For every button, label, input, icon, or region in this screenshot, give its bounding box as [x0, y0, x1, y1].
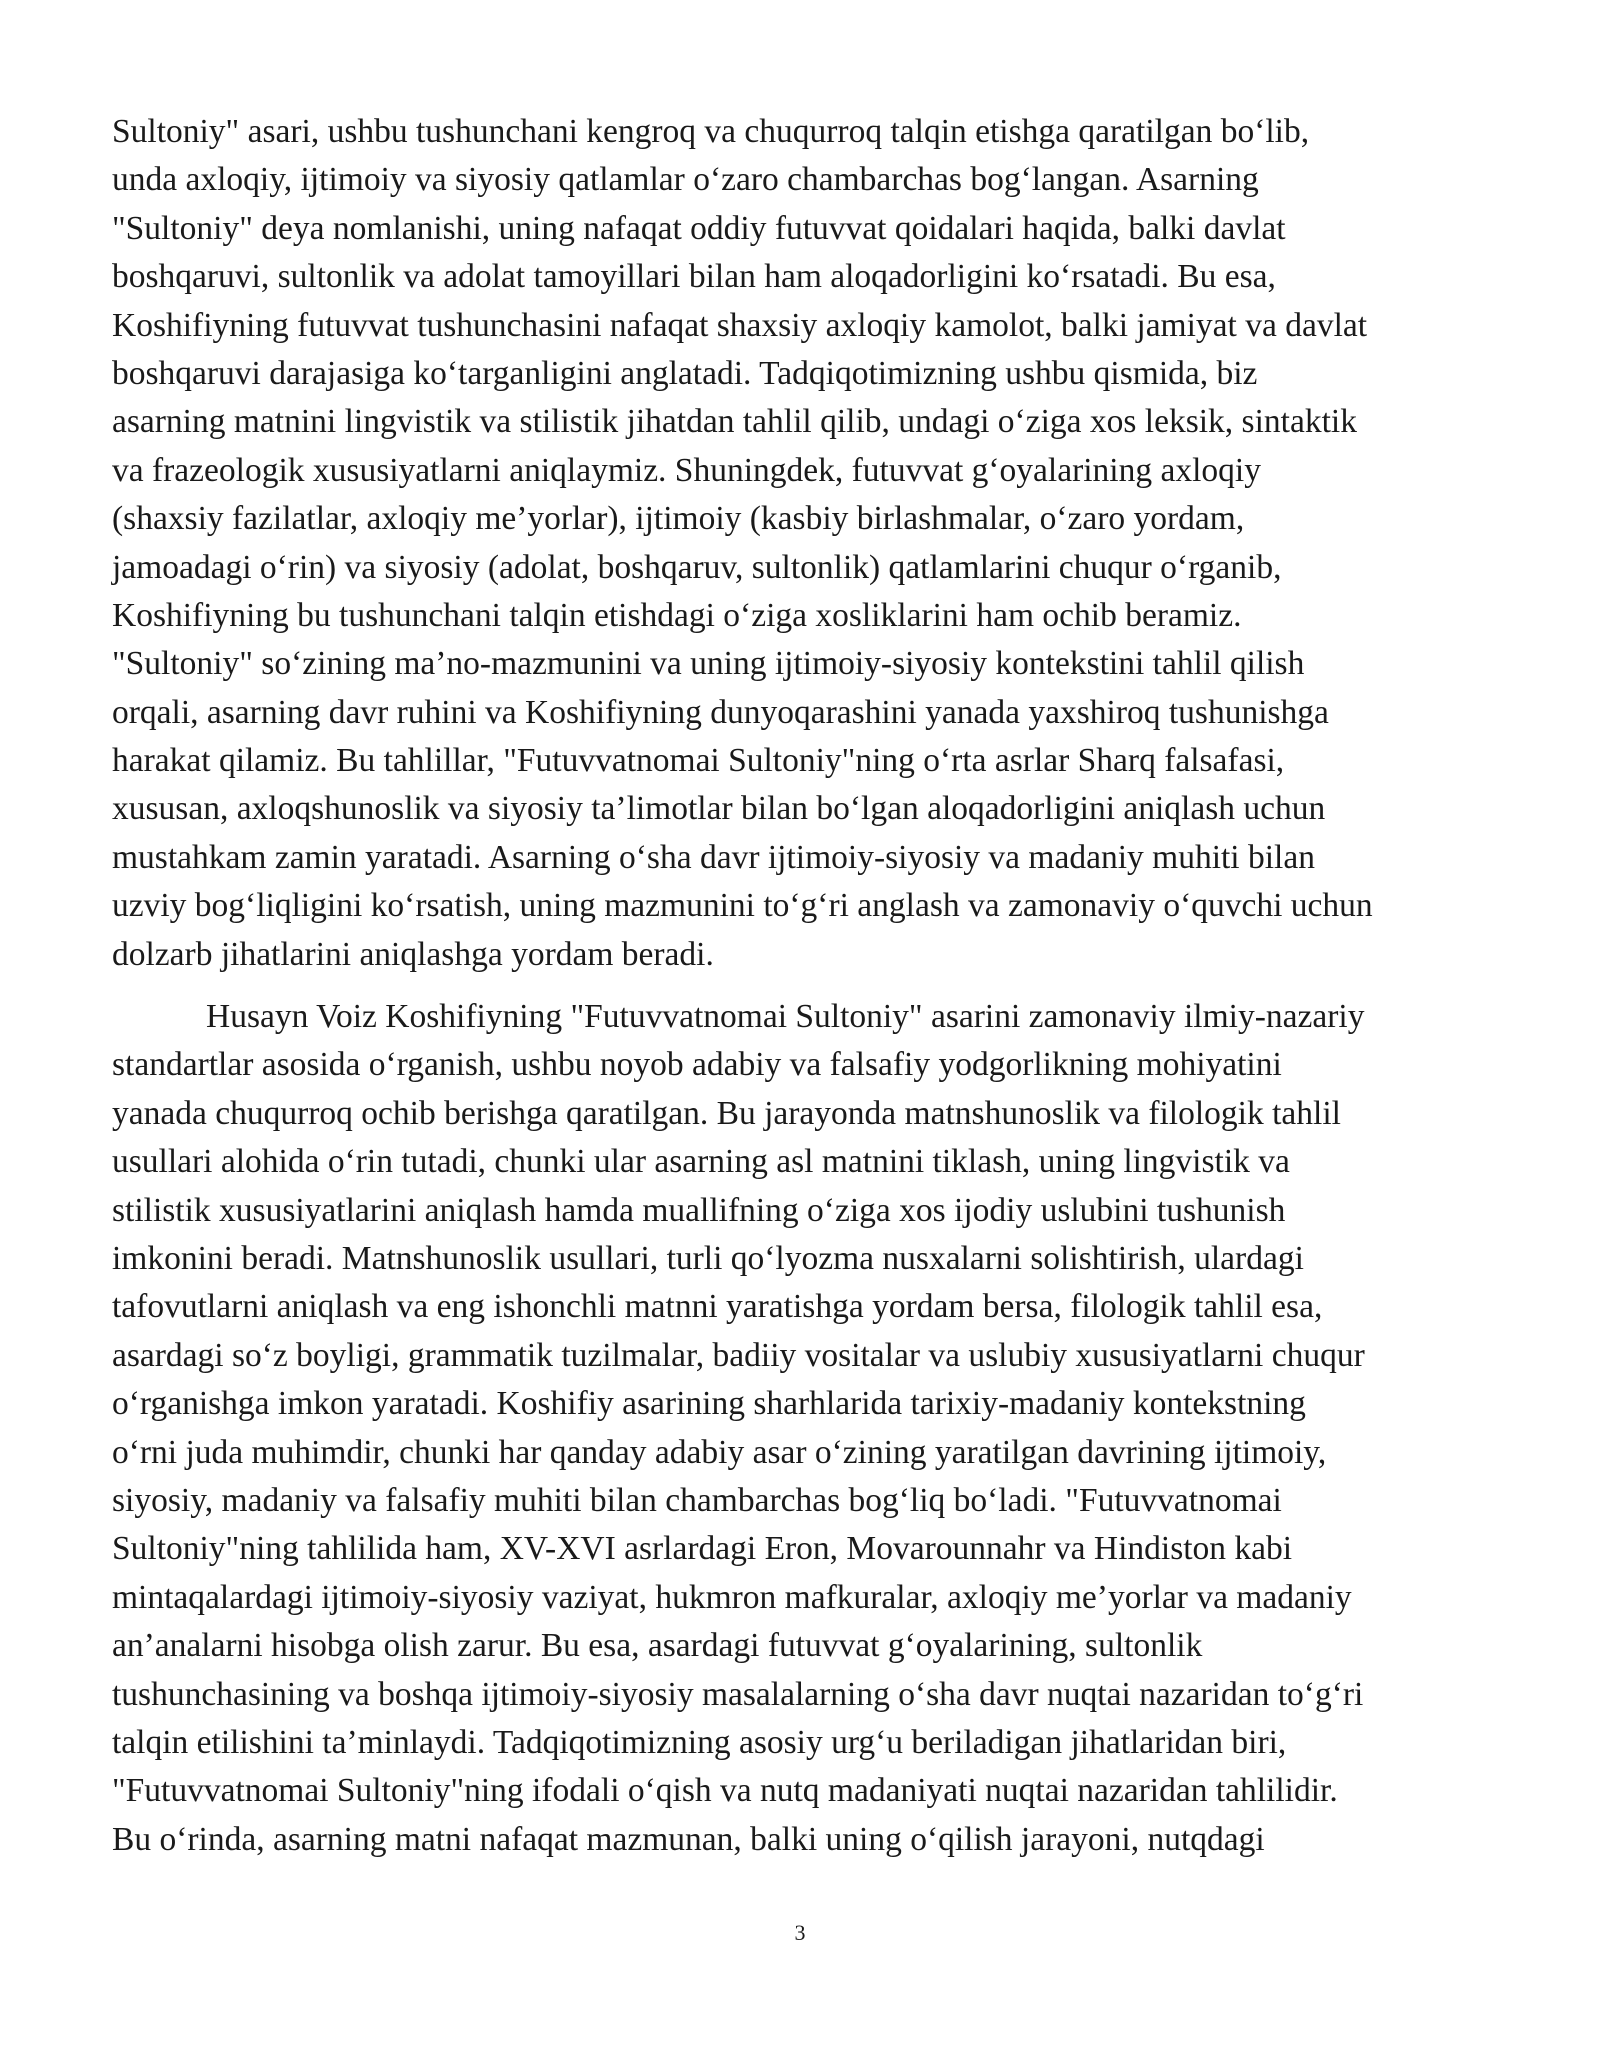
text-line: unda axloqiy, ijtimoiy va siyosiy qatlamlar o‘zaro chambarchas bog‘langan. Asarning	[112, 161, 1259, 199]
text-line-first-indented: Husayn Voiz Koshifiyning "Futuvvatnomai Sultoniy" asarini zamonaviy ilmiy-nazariy	[206, 998, 1365, 1036]
text-line: boshqaruvi darajasiga ko‘targanligini anglatadi. Tadqiqotimizning ushbu qismida, biz	[112, 354, 1258, 392]
text-line: (shaxsiy fazilatlar, axloqiy me’yorlar), ijtimoiy (kasbiy birlashmalar, o‘zaro yordam,	[112, 500, 1245, 538]
text-line: jamoadagi o‘rin) va siyosiy (adolat, boshqaruv, sultonlik) qatlamlarini chuqur o‘rganib,	[112, 548, 1282, 586]
page-number: 3	[794, 1920, 806, 1945]
text-line: siyosiy, madaniy va falsafiy muhiti bilan chambarchas bog‘liq bo‘ladi. "Futuvvatnomai	[112, 1481, 1282, 1519]
text-line: yanada chuqurroq ochib berishga qaratilgan. Bu jarayonda matnshunoslik va filologik tahlil	[112, 1094, 1341, 1132]
paragraph-1	[112, 108, 1492, 979]
text-line: "Sultoniy" deya nomlanishi, uning nafaqat oddiy futuvvat qoidalari haqida, balki davlat	[112, 209, 1286, 247]
text-line: asardagi so‘z boyligi, grammatik tuzilmalar, badiiy vositalar va uslubiy xususiyatlarni chuqur	[112, 1336, 1365, 1374]
text-line: tushunchasining va boshqa ijtimoiy-siyosiy masalalarning o‘sha davr nuqtai nazaridan to‘g‘ri	[112, 1675, 1364, 1713]
text-line: Koshifiyning futuvvat tushunchasini nafaqat shaxsiy axloqiy kamolot, balki jamiyat va davlat	[112, 306, 1368, 344]
text-line: Koshifiyning bu tushunchani talqin etishdagi o‘ziga xosliklarini ham ochib beramiz.	[112, 596, 1242, 634]
text-line: Sultoniy"ning tahlilida ham, XV-XVI asrlardagi Eron, Movarounnahr va Hindiston kabi	[112, 1530, 1293, 1568]
text-line: mintaqalardagi ijtimoiy-siyosiy vaziyat, hukmron mafkuralar, axloqiy me’yorlar va madaniy	[112, 1578, 1352, 1616]
text-line: asarning matnini lingvistik va stilistik jihatdan tahlil qilib, undagi o‘ziga xos leksik, sintaktik	[112, 403, 1357, 441]
text-line: "Sultoniy" so‘zining ma’no-mazmunini va uning ijtimoiy-siyosiy kontekstini tahlil qilish	[112, 645, 1305, 683]
text-line: xususan, axloqshunoslik va siyosiy ta’limotlar bilan bo‘lgan aloqadorligini aniqlash uchun	[112, 790, 1326, 828]
text-line: mustahkam zamin yaratadi. Asarning o‘sha davr ijtimoiy-siyosiy va madaniy muhiti bilan	[112, 838, 1315, 876]
text-line: "Futuvvatnomai Sultoniy"ning ifodali o‘qish va nutq madaniyati nuqtai nazaridan tahlilidir.	[112, 1772, 1338, 1810]
paragraph-spacing	[112, 979, 1492, 993]
text-line: o‘rganishga imkon yaratadi. Koshifiy asarining sharhlarida tarixiy-madaniy kontekstning	[112, 1385, 1306, 1423]
text-line: boshqaruvi, sultonlik va adolat tamoyillari bilan ham aloqadorligini ko‘rsatadi. Bu esa,	[112, 258, 1276, 296]
text-line: orqali, asarning davr ruhini va Koshifiyning dunyoqarashini yanada yaxshiroq tushunishga	[112, 693, 1329, 731]
text-line: o‘rni juda muhimdir, chunki har qanday adabiy asar o‘zining yaratilgan davrining ijtimoiy,	[112, 1433, 1327, 1471]
text-line: dolzarb jihatlarini aniqlashga yordam beradi.	[112, 935, 714, 973]
text-line: Bu o‘rinda, asarning matni nafaqat mazmunan, balki uning o‘qilish jarayoni, nutqdagi	[112, 1820, 1265, 1858]
text-line: stilistik xususiyatlarini aniqlash hamda muallifning o‘ziga xos ijodiy uslubini tushunish	[112, 1191, 1286, 1229]
text-line: tafovutlarni aniqlash va eng ishonchli matnni yaratishga yordam bersa, filologik tahlil esa,	[112, 1288, 1323, 1326]
body-text	[112, 108, 1492, 1864]
text-line: harakat qilamiz. Bu tahlillar, "Futuvvatnomai Sultoniy"ning o‘rta asrlar Sharq falsafasi,	[112, 742, 1285, 780]
text-line: usullari alohida o‘rin tutadi, chunki ular asarning asl matnini tiklash, uning lingvistik va	[112, 1143, 1290, 1181]
text-line: talqin etilishini ta’minlaydi. Tadqiqotimizning asosiy urg‘u beriladigan jihatlaridan biri,	[112, 1723, 1287, 1761]
paragraph-2	[112, 993, 1492, 1864]
text-line: an’analarni hisobga olish zarur. Bu esa, asardagi futuvvat g‘oyalarining, sultonlik	[112, 1627, 1203, 1665]
text-line: Sultoniy" asari, ushbu tushunchani kengroq va chuqurroq talqin etishga qaratilgan bo‘lib,	[112, 113, 1310, 150]
text-line: va frazeologik xususiyatlarni aniqlaymiz. Shuningdek, futuvvat g‘oyalarining axloqiy	[112, 451, 1261, 489]
text-line: standartlar asosida o‘rganish, ushbu noyob adabiy va falsafiy yodgorlikning mohiyatini	[112, 1046, 1282, 1084]
text-line: imkonini beradi. Matnshunoslik usullari, turli qo‘lyozma nusxalarni solishtirish, ulardagi	[112, 1239, 1304, 1277]
text-line: uzviy bog‘liqligini ko‘rsatish, uning mazmunini to‘g‘ri anglash va zamonaviy o‘quvchi uchun	[112, 887, 1373, 925]
